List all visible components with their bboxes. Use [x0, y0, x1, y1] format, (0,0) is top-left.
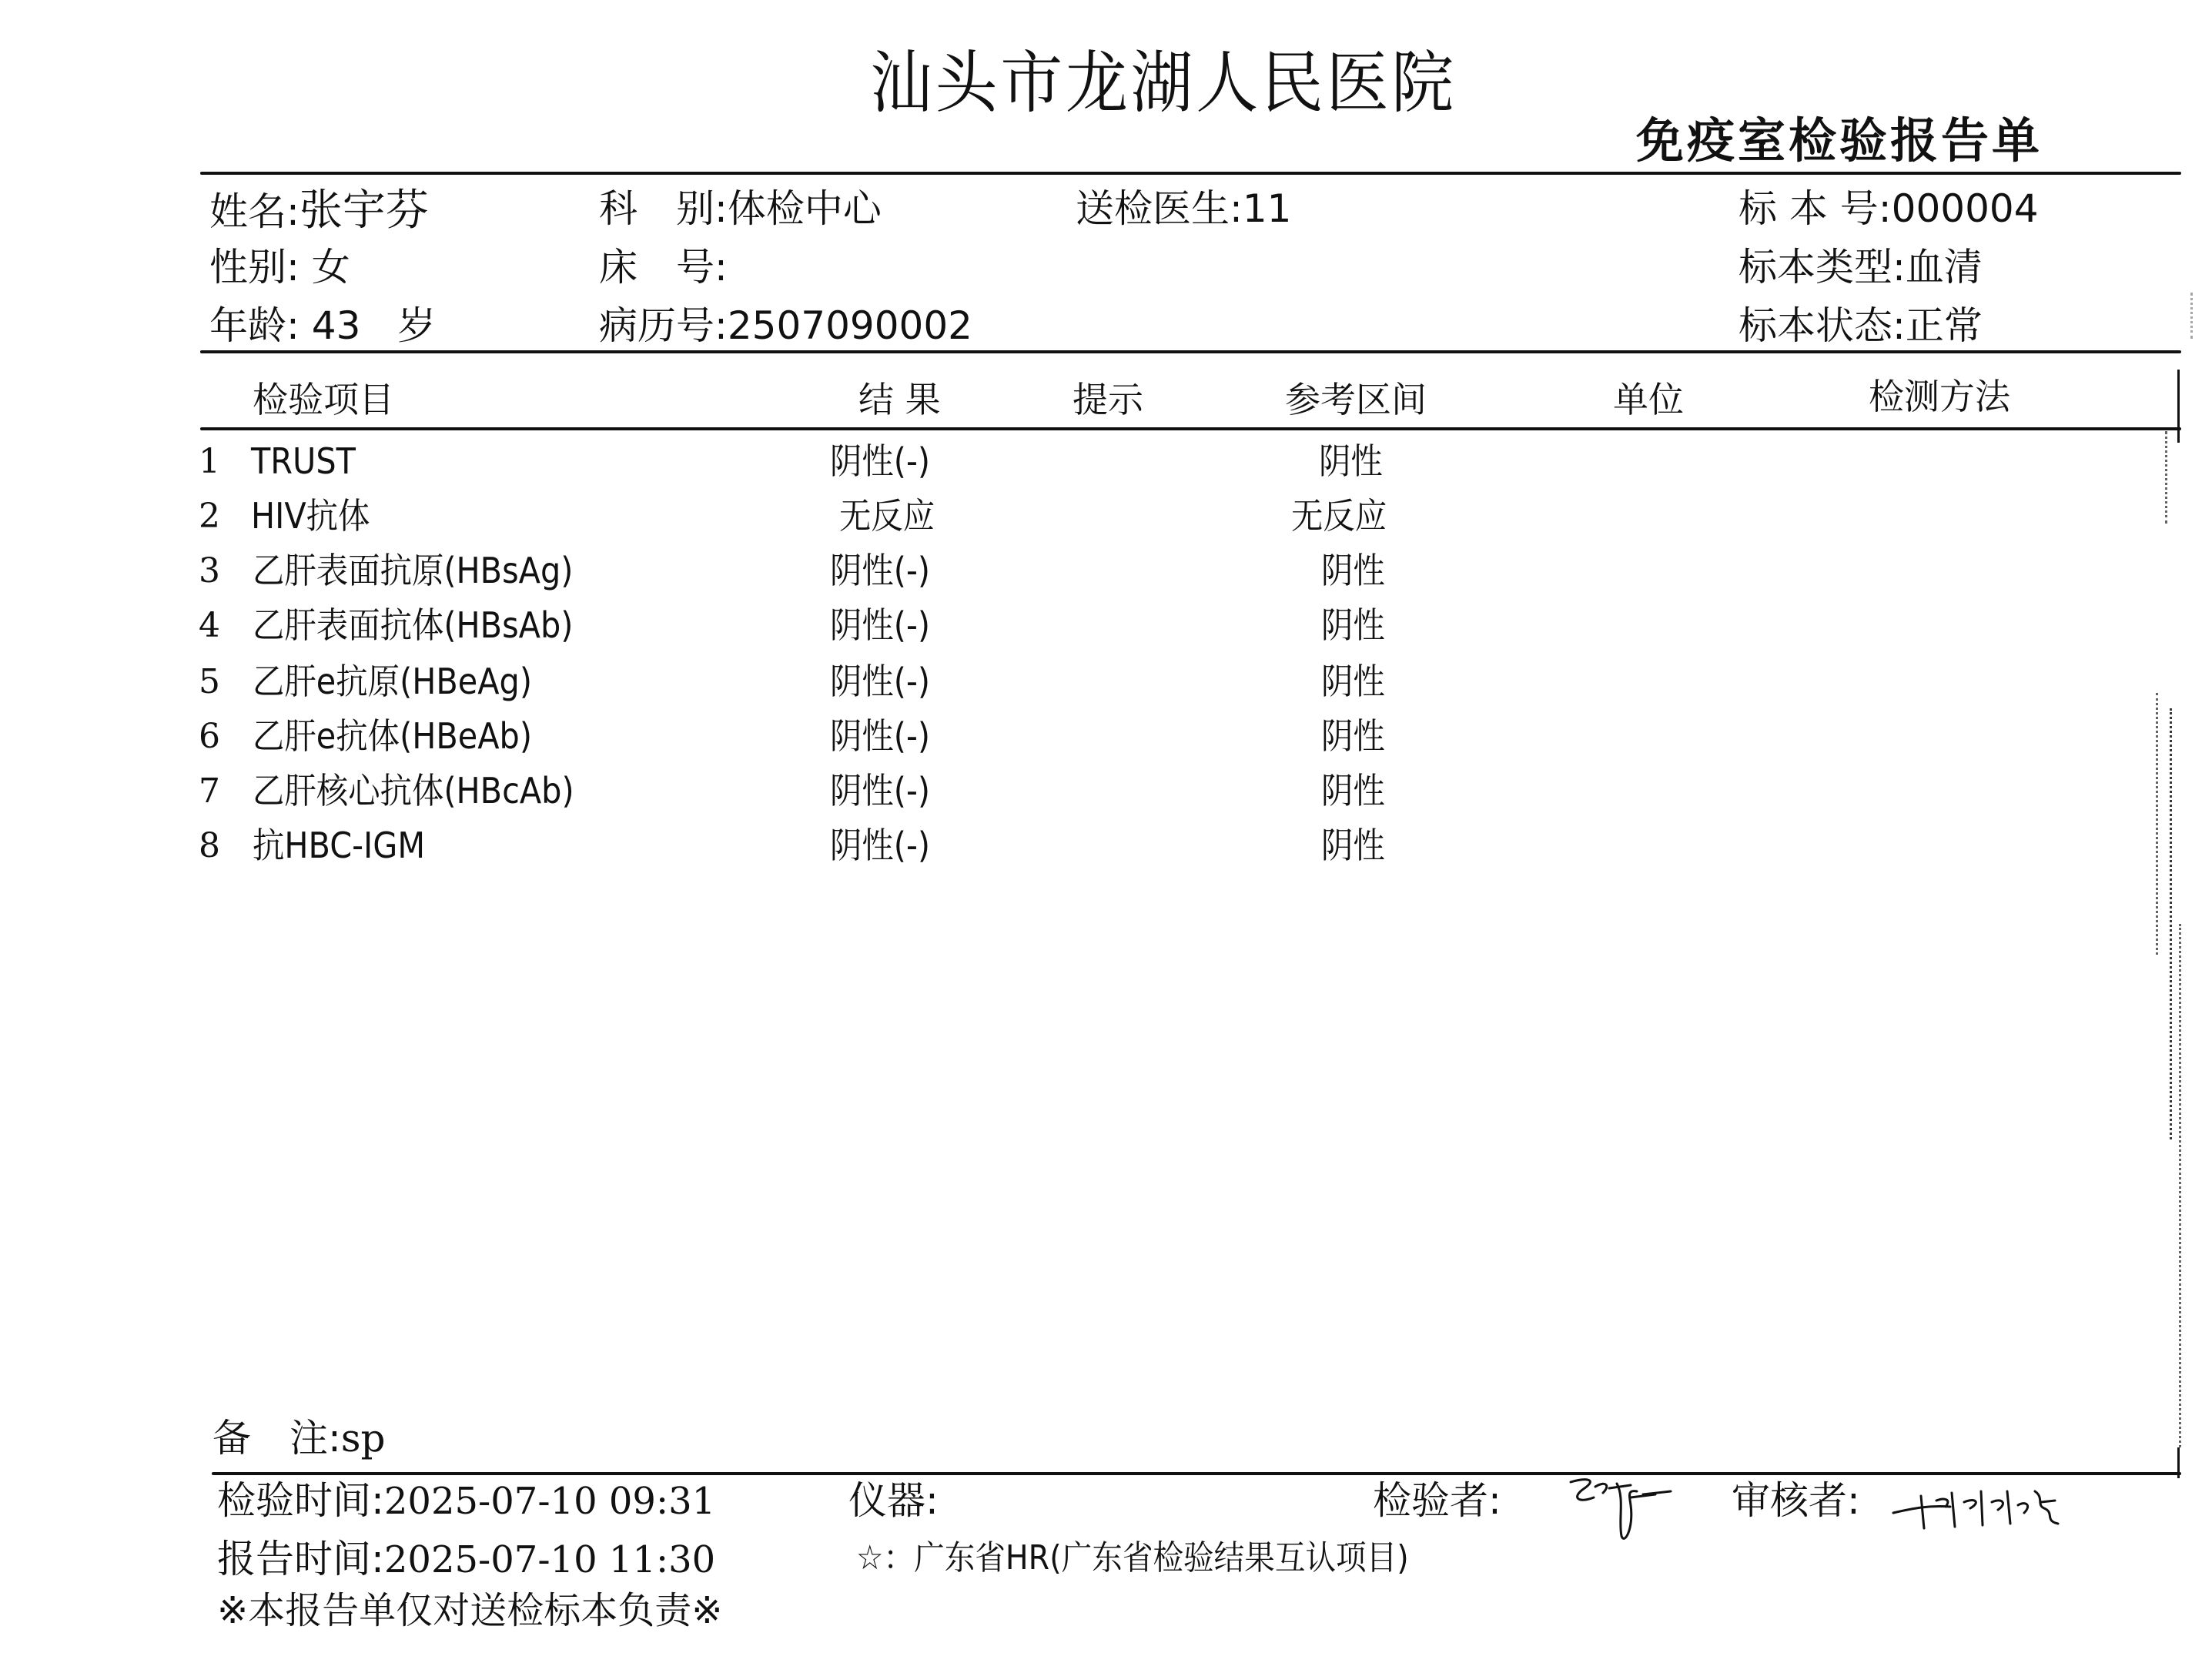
doctor-field: [1076, 186, 1292, 231]
row-number: 8: [199, 826, 220, 865]
specimen-status-label: 标本状态:: [1738, 303, 1906, 348]
hospital-name: 汕头市龙湖人民医院: [870, 43, 1457, 122]
report-time-label: 报告时间:: [217, 1537, 384, 1581]
col-unit: 单位: [1613, 379, 1684, 420]
doctor-label: 送检医生:: [1076, 186, 1243, 231]
test-time-value: 2025-07-10 09:31: [383, 1480, 716, 1523]
col-flag: 提示: [1073, 379, 1143, 420]
scan-artifact: [2156, 693, 2158, 955]
test-item: 乙肝表面抗体(HBsAb): [253, 604, 574, 646]
patient-gender: 女: [311, 245, 350, 289]
info-divider: [200, 350, 2181, 353]
record-value: 2507090002: [727, 303, 972, 348]
reference-range: 阴性: [1321, 770, 1385, 811]
reference-range: 阴性: [1321, 715, 1385, 757]
age-field: [209, 303, 437, 348]
specimen-no-value: 000004: [1891, 186, 2039, 231]
test-result: 阴性(-): [830, 715, 931, 757]
test-item: 乙肝e抗体(HBeAb): [253, 715, 532, 757]
specimen-type-value: 血清: [1905, 245, 1983, 289]
patient-age: 43: [311, 303, 361, 348]
test-time-label: 检验时间:: [217, 1478, 384, 1523]
reference-range: 阴性: [1321, 661, 1385, 702]
reviewer-signature: [1890, 1482, 2083, 1536]
reference-range: 阴性: [1321, 825, 1385, 866]
reference-range: 阴性: [1321, 604, 1385, 646]
col-result: 结 果: [858, 379, 941, 420]
name-label: 姓名:: [209, 189, 300, 234]
row-number: 5: [199, 662, 220, 701]
patient-name: 张宇芬: [299, 186, 429, 236]
footer-border-mark: [2177, 1447, 2180, 1478]
specimen-status-value: 正常: [1905, 303, 1983, 348]
test-result: 阴性(-): [830, 825, 931, 866]
test-item: 乙肝表面抗原(HBsAg): [253, 550, 574, 591]
dept-value: 体检中心: [727, 186, 882, 231]
row-number: 2: [199, 497, 220, 536]
test-result: 阴性(-): [830, 440, 931, 482]
report-title: 免疫室检验报告单: [1636, 112, 2043, 169]
reviewer-label: 审核者:: [1732, 1478, 1860, 1523]
row-number: 1: [199, 442, 220, 481]
test-time-field: [217, 1478, 716, 1523]
remark-label: 备 注:: [212, 1416, 341, 1461]
scan-artifact: [2170, 708, 2172, 1139]
footer-divider: [212, 1472, 2181, 1475]
doctor-value: 11: [1242, 186, 1292, 231]
reference-range: 无反应: [1291, 495, 1387, 537]
mutual-recognition-note: ☆：广东省HR(广东省检验结果互认项目): [856, 1538, 1409, 1578]
header-divider: [200, 172, 2181, 175]
specimen-no-field: [1738, 186, 2039, 231]
test-result: 阴性(-): [830, 550, 931, 591]
instrument-label: 仪器:: [848, 1478, 939, 1523]
remark-field: [212, 1416, 386, 1461]
specimen-status-field: [1738, 303, 1983, 348]
name-field: [209, 186, 429, 236]
test-item: 抗HBC-IGM: [253, 825, 426, 866]
col-method: 检测方法: [1869, 376, 2010, 417]
specimen-type-label: 标本类型:: [1738, 245, 1906, 289]
test-item: HIV抗体: [251, 495, 370, 537]
scan-artifact: [2165, 431, 2167, 524]
test-result: 无反应: [839, 495, 935, 537]
dept-label: 科 别:: [599, 186, 728, 231]
test-item: 乙肝e抗原(HBeAg): [253, 661, 532, 702]
age-label: 年龄:: [209, 303, 300, 348]
test-result: 阴性(-): [830, 770, 931, 811]
record-label: 病历号:: [599, 303, 728, 348]
bed-label: 床 号:: [599, 245, 728, 289]
row-number: 6: [199, 717, 220, 756]
tester-signature: [1563, 1474, 1678, 1548]
specimen-no-label: 标 本 号:: [1738, 186, 1892, 231]
scan-artifact: [2190, 293, 2193, 339]
specimen-type-field: [1738, 245, 1983, 289]
record-field: [599, 303, 972, 348]
test-result: 阴性(-): [830, 604, 931, 646]
gender-label: 性别:: [209, 245, 300, 289]
dept-field: [599, 186, 882, 231]
reference-range: 阴性: [1321, 550, 1385, 591]
bed-field: [599, 245, 728, 289]
age-unit: 岁: [397, 303, 437, 348]
report-time-value: 2025-07-10 11:30: [383, 1538, 716, 1581]
scan-artifact: [2179, 924, 2181, 1447]
right-border-mark: [2177, 370, 2180, 443]
remark-value: sp: [340, 1416, 386, 1461]
tester-label: 检验者:: [1373, 1478, 1501, 1523]
test-item: TRUST: [251, 440, 356, 482]
test-result: 阴性(-): [830, 661, 931, 702]
report-time-field: [217, 1537, 716, 1581]
reference-range: 阴性: [1319, 440, 1383, 482]
row-number: 7: [199, 771, 220, 811]
row-number: 4: [199, 606, 220, 645]
disclaimer: ※本报告单仅对送检标本负责※: [217, 1589, 723, 1632]
col-reference: 参考区间: [1285, 379, 1427, 420]
row-number: 3: [199, 551, 220, 591]
gender-field: [209, 245, 350, 289]
table-header-divider: [200, 427, 2181, 430]
instrument-field: [848, 1478, 939, 1523]
test-item: 乙肝核心抗体(HBcAb): [253, 770, 574, 811]
col-item: 检验项目: [253, 379, 394, 420]
